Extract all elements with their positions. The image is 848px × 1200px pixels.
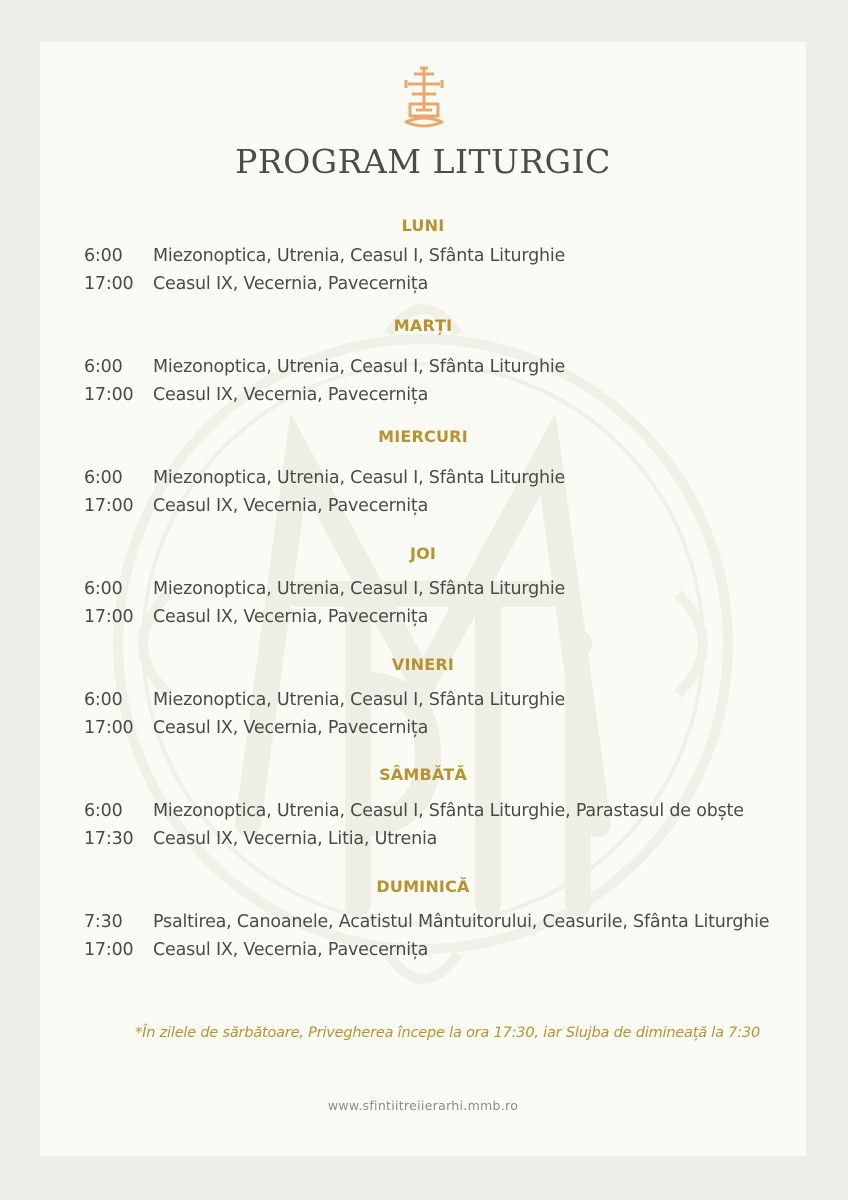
- service-description: Miezonoptica, Utrenia, Ceasul I, Sfânta Liturghie: [153, 468, 566, 488]
- service-time: 6:00: [84, 246, 123, 266]
- holiday-note: *În zilele de sărbătoare, Privegherea începe la ora 17:30, iar Slujba de dimineață la 7:30: [135, 1025, 760, 1041]
- service-time: 17:00: [84, 274, 134, 294]
- service-description: Ceasul IX, Vecernia, Litia, Utrenia: [153, 829, 438, 849]
- service-description: Miezonoptica, Utrenia, Ceasul I, Sfânta Liturghie: [153, 246, 566, 266]
- service-time: 6:00: [84, 468, 123, 488]
- service-time: 7:30: [84, 912, 123, 932]
- service-description: Psaltirea, Canoanele, Acatistul Mântuitorului, Ceasurile, Sfânta Liturghie: [153, 912, 770, 932]
- service-description: Ceasul IX, Vecernia, Pavecernița: [153, 718, 429, 738]
- service-time: 17:30: [84, 829, 134, 849]
- service-time: 6:00: [84, 690, 123, 710]
- service-time: 6:00: [84, 801, 123, 821]
- service-description: Miezonoptica, Utrenia, Ceasul I, Sfânta Liturghie: [153, 579, 566, 599]
- day-heading-sambata: SÂMBĂTĂ: [379, 765, 467, 784]
- page-title: PROGRAM LITURGIC: [235, 142, 611, 181]
- service-description: Ceasul IX, Vecernia, Pavecernița: [153, 274, 429, 294]
- service-description: Ceasul IX, Vecernia, Pavecernița: [153, 496, 429, 516]
- day-heading-miercuri: MIERCURI: [378, 427, 468, 446]
- day-heading-vineri: VINERI: [391, 655, 455, 674]
- service-description: Ceasul IX, Vecernia, Pavecernița: [153, 385, 429, 405]
- day-heading-joi: JOI: [409, 544, 437, 563]
- day-heading-duminica: DUMINICĂ: [376, 877, 470, 896]
- schedule-list: [40, 42, 806, 1022]
- day-heading-luni: LUNI: [401, 216, 445, 235]
- service-time: 17:00: [84, 718, 134, 738]
- service-description: Ceasul IX, Vecernia, Pavecernița: [153, 607, 429, 627]
- service-description: Miezonoptica, Utrenia, Ceasul I, Sfânta Liturghie: [153, 357, 566, 377]
- service-time: 6:00: [84, 579, 123, 599]
- service-time: 17:00: [84, 385, 134, 405]
- service-time: 17:00: [84, 496, 134, 516]
- service-description: Ceasul IX, Vecernia, Pavecernița: [153, 940, 429, 960]
- day-heading-marti: MARȚI: [393, 316, 453, 335]
- website-link[interactable]: www.sfintiitreiierarhi.mmb.ro: [327, 1098, 519, 1113]
- service-time: 6:00: [84, 357, 123, 377]
- schedule-card: [40, 42, 806, 1156]
- service-description: Miezonoptica, Utrenia, Ceasul I, Sfânta Liturghie, Parastasul de obște: [153, 801, 744, 821]
- service-description: Miezonoptica, Utrenia, Ceasul I, Sfânta Liturghie: [153, 690, 566, 710]
- service-time: 17:00: [84, 940, 134, 960]
- service-time: 17:00: [84, 607, 134, 627]
